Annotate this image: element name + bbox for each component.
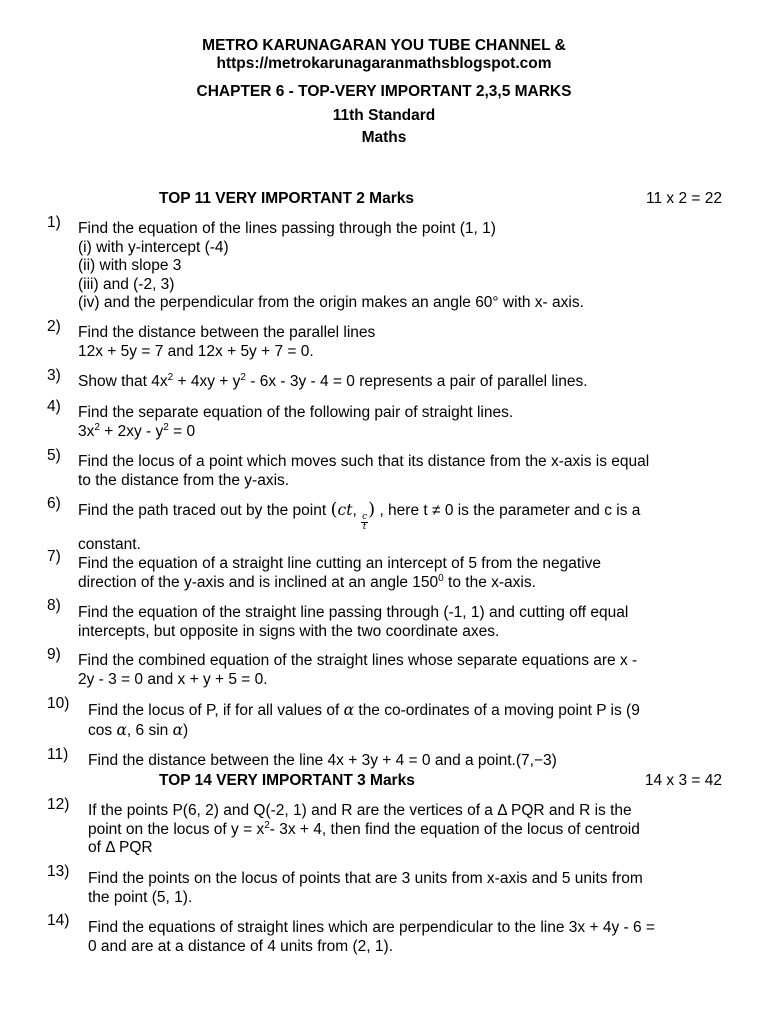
section-marks-3-marks: 14 x 3 = 42 [644, 772, 722, 789]
section-title-2-marks: TOP 11 VERY IMPORTANT 2 Marks [159, 190, 414, 207]
chapter-title: CHAPTER 6 - TOP-VERY IMPORTANT 2,3,5 MARKS [196, 83, 572, 100]
question-text: Find the points on the locus of points that are 3 units from x-axis and 5 units from the point (5, 1). [88, 870, 643, 906]
question-number: 2) [47, 318, 61, 335]
question-number: 9) [47, 646, 61, 663]
question-number: 1) [47, 214, 61, 231]
section-title-3-marks: TOP 14 VERY IMPORTANT 3 Marks [159, 772, 415, 789]
question-number: 14) [47, 912, 70, 929]
question-text: Find the locus of P, if for all values of α the co-ordinates of a moving point P is (9 cos α, 6 sin α) [88, 701, 640, 739]
question-text: Show that $4x^2 + 4xy + y^2 - 6x - 3y - 4 = 0$ represents a pair of parallel lines. [78, 372, 588, 390]
question-text: Find the path traced out by the point (ct, $\frac{c}{t}$ ) , here t ≠ 0 is the parameter and c is a constant. [78, 499, 641, 553]
question-number: 8) [47, 597, 61, 614]
channel-title: METRO KARUNAGARAN YOU TUBE CHANNEL & [202, 37, 566, 54]
question-text: Find the separate equation of the following pair of straight lines. $3x^2 + 2xy - y^2 = 0$ [78, 404, 514, 440]
standard-label: 11th Standard [332, 107, 436, 124]
question-text: Find the equation of a straight line cutting an intercept of 5 from the negative direction of the y-axis and is inclined at an angle $150^0$ to the x-axis. [78, 555, 602, 591]
subject-label: Maths [361, 129, 407, 146]
question-number: 5) [47, 447, 61, 464]
question-number: 7) [47, 548, 61, 565]
question-text: Find the combined equation of the straight lines whose separate equations are x - 2y - 3 = 0 and x + y + 5 = 0. [78, 652, 638, 688]
question-text: Find the distance between the line 4x + 3y + 4 = 0 and a point.(7,−3) [88, 752, 557, 769]
question-number: 4) [47, 398, 61, 415]
question-text: Find the equation of the lines passing through the point (1, 1) (i) with y-intercept (-4) (ii) with slope 3 (iii) and (-2, 3) (iv) and the perpendicular from the origin makes an angle 60° with x- axis. [78, 220, 584, 311]
question-number: 11) [47, 746, 69, 763]
question-text: Find the distance between the parallel lines 12x + 5y = 7 and 12x + 5y + 7 = 0. [78, 324, 376, 360]
question-text: Find the equations of straight lines which are perpendicular to the line 3x + 4y - 6 = 0 and are at a distance of 4 units from (2, 1). [88, 919, 655, 955]
question-number: 3) [47, 367, 61, 384]
question-number: 13) [47, 863, 70, 880]
question-text: Find the equation of the straight line passing through (-1, 1) and cutting off equal intercepts, but opposite in signs with the two coordinate axes. [78, 604, 629, 640]
question-text: If the points P(6, 2) and Q(-2, 1) and R are the vertices of a Δ PQR and R is the point on the locus of $y = x^2-$ 3x + 4, then find the equation of the locus of centroid of Δ PQR [88, 802, 640, 856]
blog-url: https://metrokarunagaranmathsblogspot.com [216, 55, 552, 72]
question-number: 12) [47, 796, 70, 813]
question-text: Find the locus of a point which moves such that its distance from the x-axis is equal to the distance from the y-axis. [78, 453, 650, 489]
question-number: 6) [47, 495, 61, 512]
section-marks-2-marks: 11 x 2 = 22 [646, 190, 722, 207]
question-number: 10) [47, 695, 70, 712]
